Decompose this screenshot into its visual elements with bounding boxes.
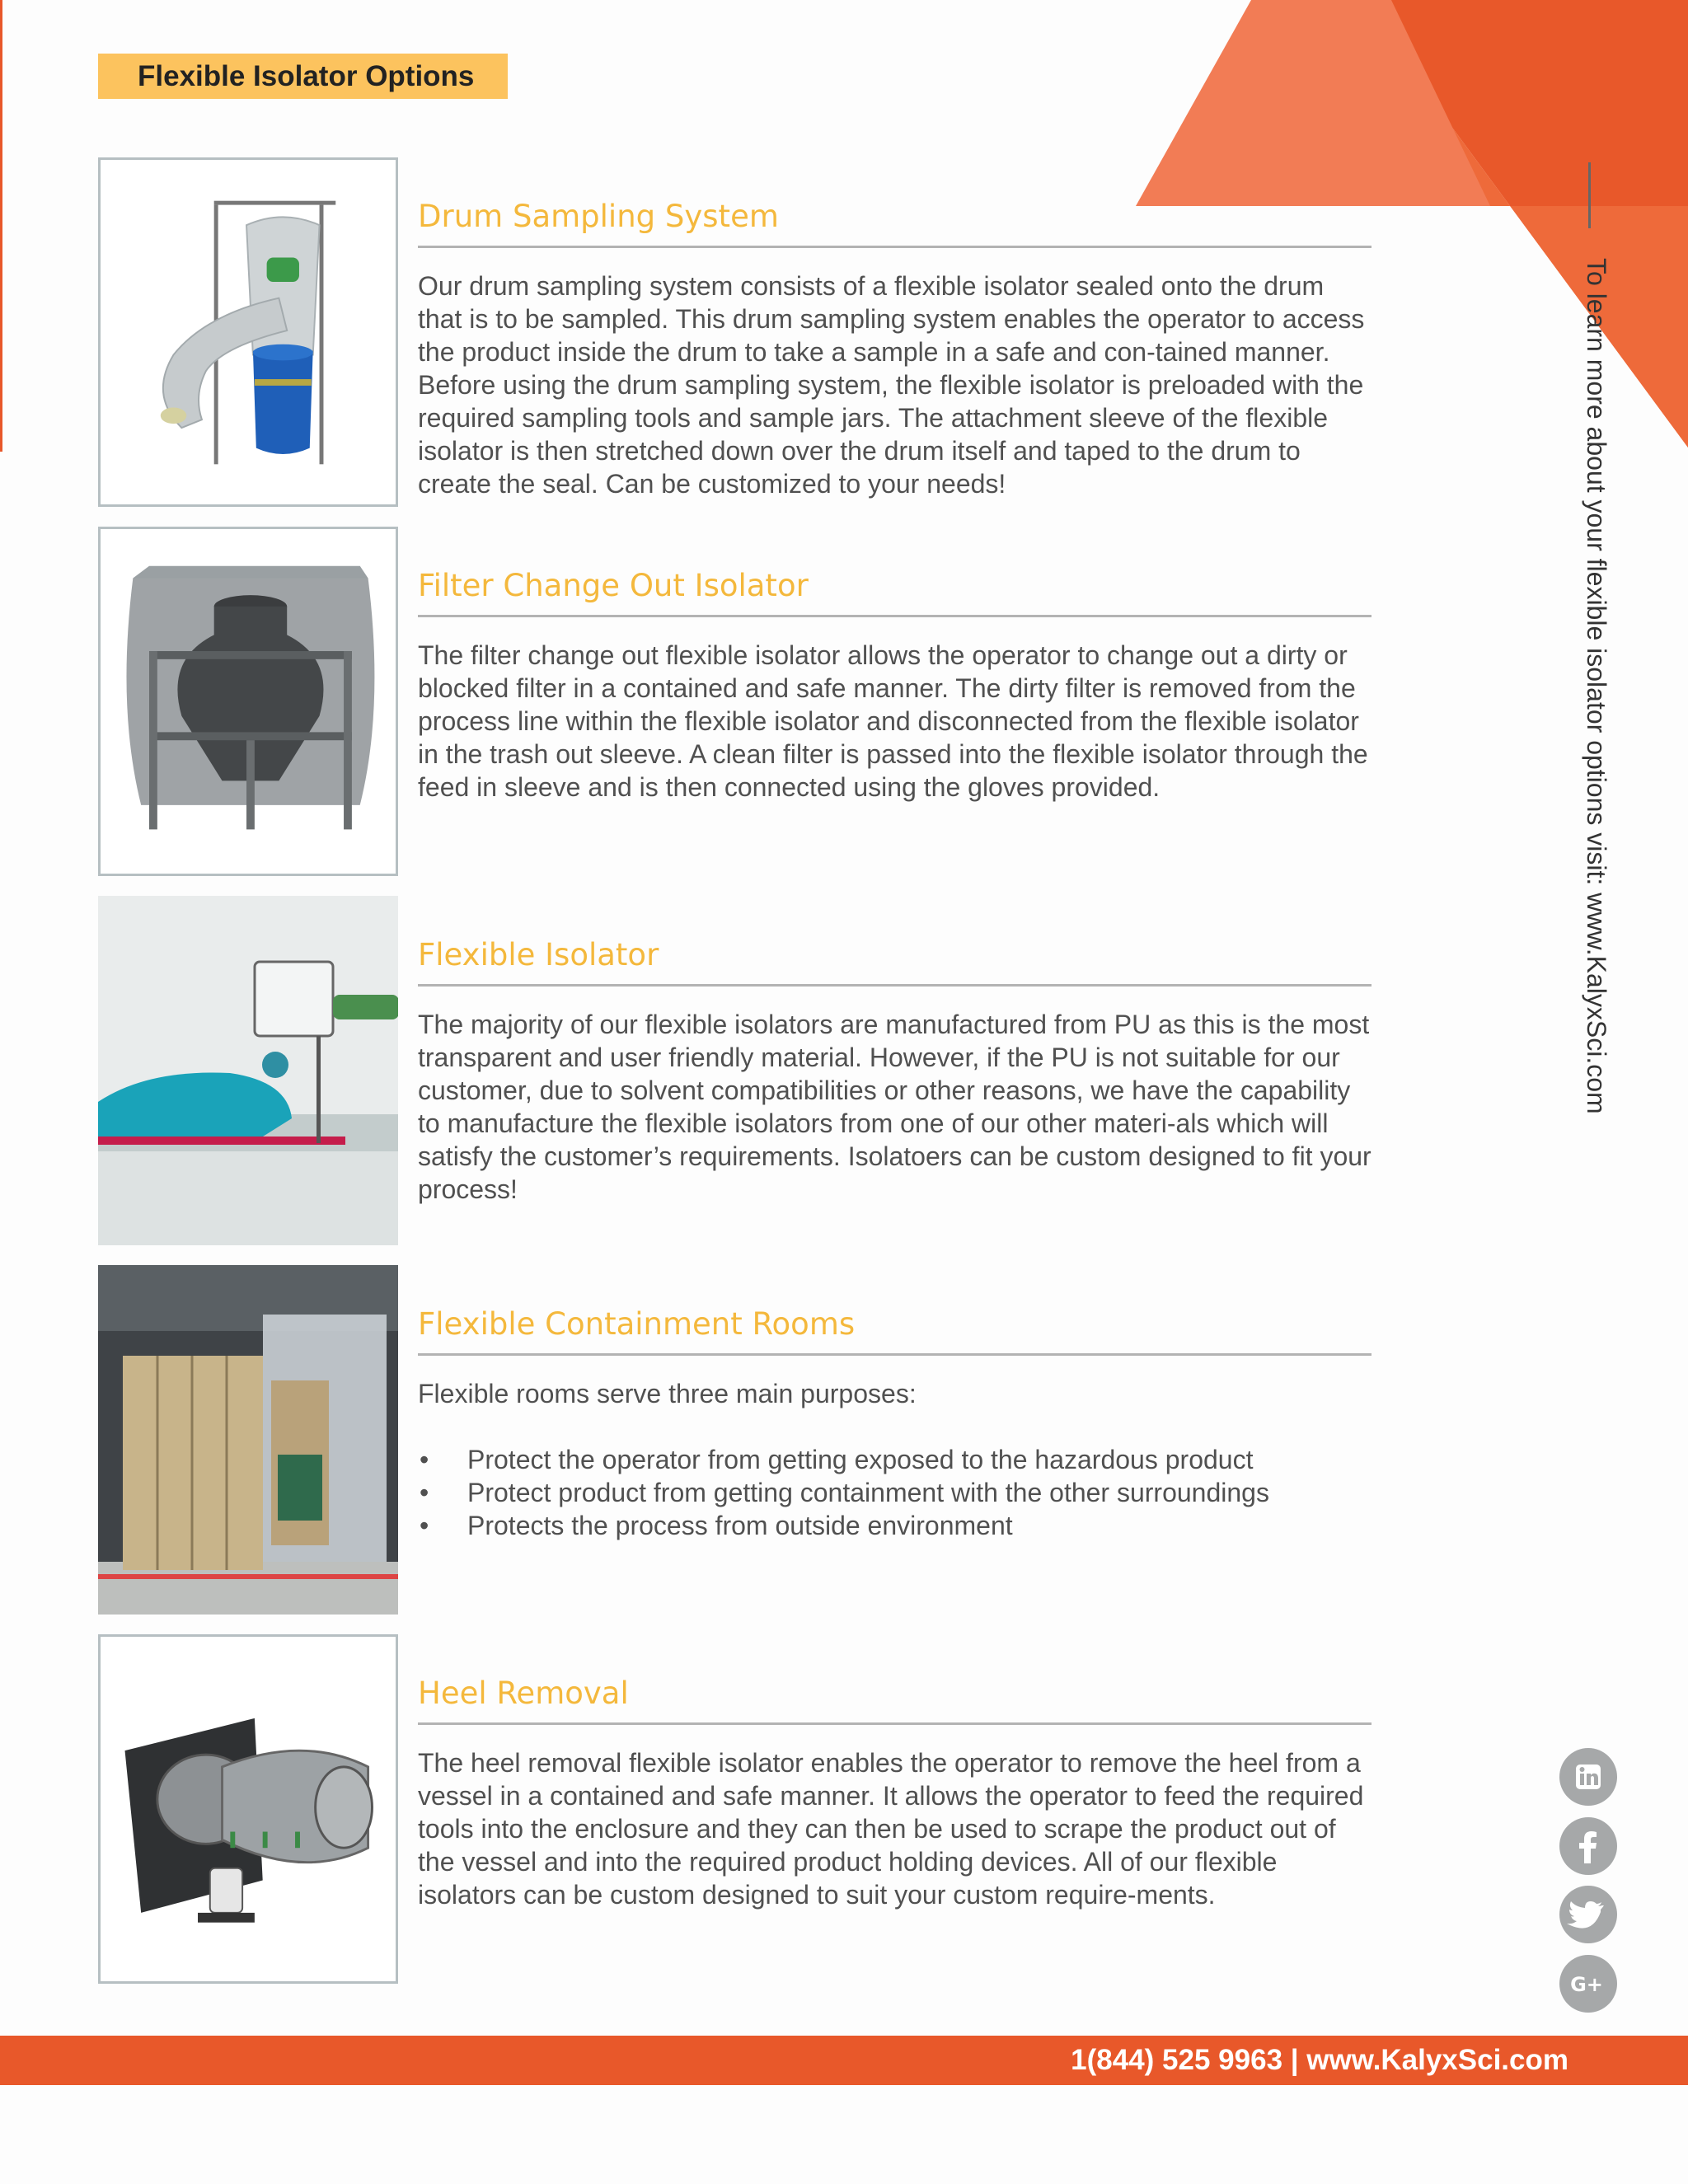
section-body: The filter change out flexible isolator allows the operator to change out a dirty or blocked filter in a contained and safe manner. The dirty filter is removed from the process line within the flexible isolator and disconnected from the flexible isolator in the trash out sleeve. A clean filter is passed into the flexible isolator through the feed in sleeve and is then connected using the gloves provided. <box>418 640 1368 802</box>
section-containment-rooms <box>98 1265 1372 1615</box>
section-heading: Flexible Containment Rooms <box>418 1306 1372 1356</box>
section-body: The heel removal flexible isolator enables the operator to remove the heel from a vessel in a contained and safe manner. It allows the operator to feed the required tools into the enclosure and they can then be used to scrape the product out of the vessel and into the required product holding devices. All of our flexible isolators can be custom designed to suit your custom require-ments. <box>418 1748 1364 1910</box>
section-body: The majority of our flexible isolators are manufactured from PU as this is the most transparent and user friendly material. However, if the PU is not suitable for our customer, due to solvent compatibilities or other reasons, we have the capability to manufacture the flexible isolators from one of our other materi-als which will satisfy the customer’s requirements. Isolatoers can be custom designed to fit your process! <box>418 1010 1372 1204</box>
section-heading: Flexible Isolator <box>418 937 1372 987</box>
list-item: • Protect the operator from getting exposed to the hazardous product <box>418 1443 1372 1476</box>
flexible-isolator-image <box>98 896 398 1245</box>
footer-contact[interactable]: 1(844) 525 9963 | www.KalyxSci.com <box>1071 2044 1568 2076</box>
heel-removal-image <box>98 1634 398 1984</box>
linkedin-icon[interactable] <box>1559 1748 1617 1806</box>
svg-text:G+: G+ <box>1570 1973 1603 1996</box>
list-item: • Protects the process from outside environment <box>418 1509 1372 1542</box>
section-drum-sampling <box>98 157 1372 507</box>
google-plus-icon[interactable] <box>1559 1955 1617 2013</box>
page-title: Flexible Isolator Options <box>98 54 508 99</box>
drum-sampling-image <box>98 157 398 507</box>
section-body: Our drum sampling system consists of a flexible isolator sealed onto the drum that is to be sampled. This drum sampling system enables the operator to access the product inside the drum to take a sample in a safe and con-tained manner. Before using the drum sampling system, the flexible isolator is preloaded with the required sampling tools and sample jars. The attachment sleeve of the flexible isolator is then stretched down over the drum itself and taped to the drum to create the seal. Can be customized to your needs! <box>418 271 1365 499</box>
list-item: • Protect product from getting containment with the other surroundings <box>418 1476 1372 1509</box>
sidebar-rule <box>1588 162 1591 228</box>
section-heel-removal <box>98 1634 1372 1984</box>
section-flexible-isolator <box>98 896 1372 1245</box>
facebook-icon[interactable] <box>1559 1817 1617 1875</box>
footer-bar <box>0 2036 1688 2085</box>
section-heading: Heel Removal <box>418 1675 1372 1725</box>
section-heading: Drum Sampling System <box>418 199 1372 248</box>
section-body <box>418 1377 1372 1542</box>
filter-change-image <box>98 527 398 876</box>
twitter-icon[interactable] <box>1559 1886 1617 1943</box>
section-heading: Filter Change Out Isolator <box>418 568 1372 617</box>
sidebar-learn-more[interactable]: To learn more about your flexible isolator options visit: www.KalyxSci.com <box>1582 258 1611 1114</box>
containment-room-image <box>98 1265 398 1615</box>
purpose-list <box>418 1443 1372 1542</box>
section-filter-change <box>98 527 1372 876</box>
section-intro: Flexible rooms serve three main purposes: <box>418 1379 917 1408</box>
left-accent-rule <box>0 0 2 452</box>
